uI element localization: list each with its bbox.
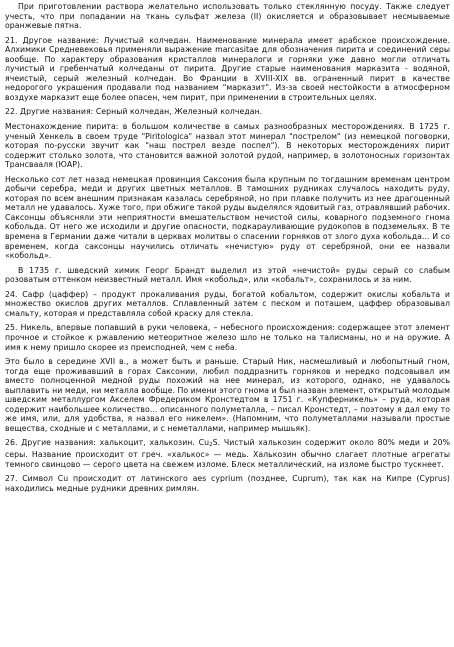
paragraph-pyrite-location: Местонахождение пирита: в большом количестве в самых разнообразных месторождениях. В 1725 г. ученый Хенкель в своем труде "Piritologica" назвал этот минерал "пострелом" (из немецкой поговорки, которая по-русски звучит как "наш пострел везде поспел"). В некоторых месторождениях пирит содержит столько золота, что становится важной золотой рудой, например, в золотоносных горизонтах Трансвааля (ЮАР). — [5, 122, 450, 170]
paragraph-note-22-pyrite-names: 22. Другие названия: Серный колчедан, Железный колчедан. — [5, 107, 263, 117]
paragraph-glassware-note: При приготовлении раствора желательно использовать только стеклянную посуду. Также следует учесть, что при попадании на ткань сульфат железа (II) окисляется и образовывает несмываемые оранжевые пятна. — [5, 2, 450, 31]
paragraph-note-24-zaffre: 24. Сафр (цаффер) – продукт прокаливания руды, богатой кобальтом, содержит окислы кобальта и множество окислов других металлов. Сплавленный затем с песком и поташем, цаффер образовывал смальту, которая и представляла собой краску для стекла. — [5, 289, 450, 318]
paragraph-note-27-copper-symbol: 27. Символ Cu происходит от латинского aes cyprium (позднее, Cuprum), так как на Кипре (Cyprus) находились медные рудники древних римлян. — [5, 474, 450, 493]
paragraph-brandt-cobalt: В 1735 г. шведский химик Георг Брандт выделил из этой «нечистой» руды серый со слабым розоватым оттенком неизвестный металл. Имя «кобольд», или «кобальт», сохранилось и за ним. — [5, 265, 450, 285]
paragraph-note-25-nickel: 25. Никель, впервые попавший в руки человека, – небесного происхождения: содержащее этот элемент прочное и стойкое к ржавлению метеоритное железо шло не только на талисманы, но и на оружие. А имя к нему пришло скорее из преисподней, чем с неба. — [5, 323, 450, 352]
chalcocite-text-before: 26. Другие названия: халькоцит, халькозин. Cu — [5, 438, 210, 448]
paragraph-note-21-marcasite: 21. Другое название: Лучистый колчедан. Наименование минерала имеет арабское происхождение. Алхимики Средневековья применяли выражение marcasitae для обозначения пирита и соединений серы вообще. По характеру образования кристаллов минералоги и горняки уже давно могли отличать лучистый и гребенчатый колчеданы от пирита. Другие старые наименования марказита - водяной, ячеистый, серый железный колчедан. Во Франции в XVIII-XIX вв. ограненный пирит в качестве недорогого украшения продавали под названием "марказит". Из-за своей нестойкости в атмосферном воздухе марказит еще более опасен, чем пирит, при применении в строительных целях. — [5, 35, 450, 102]
paragraph-note-26-chalcocite — [5, 438, 450, 469]
chalcocite-text-after: S. Чистый халькозин содержит около 80% меди и 20% серы. Название происходит от греч. «халькос» — медь. Халькозин обычно слагает плотные агрегаты темного свинцово — серого цвета на свежем изломе. Блеск металлический, на изломе быстро тускнеет. — [5, 438, 450, 469]
paragraph-old-nick: Это было в середине XVII в., а может быть и раньше. Старый Ник, насмешливый и любопытный гном, тогда еще проживавший в горах Саксонии, любил поддразнить горняков и нередко подсовывал им вместо полноценной медной руды похожий на нее минерал, из которого, однако, не удавалось выплавить ни меди, ни металла вообще. По имени этого гнома и был назван элемент, открытый молодым шведским металлургом Акселем Фредериком Кронстедтом в 1751 г. «Купферникель» – руда, которая содержит наибольшее количество... описанного полуметалла, – писал Кронстедт, – поэтому я дал ему то же имя, или, для удобства, я назвал его никелем». (Напомним, что полуметаллами называли простые вещества, сходные и с металлами, и с неметаллами, например мышьяк). — [5, 357, 450, 433]
paragraph-saxony-kobold: Несколько сот лет назад немецкая провинция Саксония была крупным по тогдашним временам центром добычи серебра, меди и других цветных металлов. В тамошних рудниках случалось находить руду, которая по всем внешним признакам казалась серебряной, но при плавке получить из нее драгоценный металл не удавалось. Хуже того, при обжиге такой руды выделялся ядовитый газ, отравлявший рабочих. Саксонцы объясняли эти неприятности вмешательством нечистой силы, коварного подземного гнома кобольда. От него же исходили и другие опасности, подкарауливающие рудокопов в подземельях. В те времена в Германии даже читали в церквах молитвы о спасении горняков от злого духа кобольда... И со временем, когда саксонцы научились отличать «нечистую» руду от серебряной, они ее назвали «кобольд». — [5, 174, 450, 261]
formula-subscript: 2 — [209, 442, 213, 449]
